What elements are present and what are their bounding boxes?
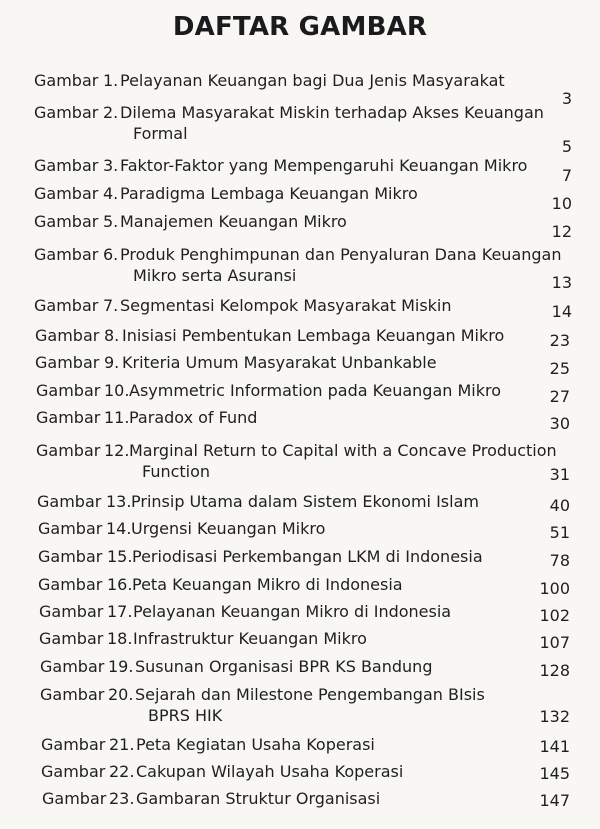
figure-title: Gambaran Struktur Organisasi: [136, 789, 381, 808]
figure-label: Gambar: [36, 441, 101, 460]
page-number: 7: [561, 166, 572, 185]
list-item: [0, 211, 600, 241]
figure-label: Gambar: [39, 629, 104, 648]
page-number: 102: [539, 606, 570, 625]
page-number: 145: [539, 764, 570, 783]
figure-label: Gambar: [35, 326, 100, 345]
page-number: 107: [539, 633, 570, 652]
figure-number: 1.: [103, 71, 119, 90]
figure-title: Paradox of Fund: [129, 408, 258, 427]
list-item: [0, 325, 600, 350]
figure-label: Gambar: [34, 296, 99, 315]
page-number: 141: [539, 737, 570, 756]
page-number: 51: [549, 523, 570, 542]
list-item: [0, 601, 600, 625]
figure-number: 9.: [104, 353, 120, 372]
page-number: 132: [539, 707, 570, 726]
figure-title: Marginal Return to Capital with a Concave Production: [129, 441, 557, 460]
figure-title: Sejarah dan Milestone Pengembangan BIsis: [135, 685, 485, 704]
figure-title: Prinsip Utama dalam Sistem Ekonomi Islam: [131, 492, 479, 511]
figure-label: Gambar: [36, 408, 101, 427]
page-number: 30: [549, 414, 570, 433]
figure-number: 14.: [106, 519, 132, 538]
page-number: 40: [549, 496, 570, 515]
figure-label: Gambar: [41, 762, 106, 781]
figure-title: Susunan Organisasi BPR KS Bandung: [135, 657, 433, 676]
figure-title-continued: Function: [142, 462, 211, 481]
figure-number: 20.: [108, 685, 134, 704]
list-item: [0, 440, 600, 482]
figure-label: Gambar: [42, 789, 107, 808]
figure-label: Gambar: [34, 71, 99, 90]
page-number: 12: [551, 222, 572, 241]
list-item: [0, 155, 600, 185]
figure-label: Gambar: [35, 353, 100, 372]
figure-number: 21.: [109, 735, 135, 754]
figure-title-continued: BPRS HIK: [148, 706, 223, 725]
list-item: [0, 656, 600, 680]
figure-number: 18.: [107, 629, 133, 648]
page-number: 78: [549, 551, 570, 570]
figure-title-continued: Formal: [133, 124, 188, 143]
figure-number: 16.: [107, 575, 133, 594]
figure-title: Inisiasi Pembentukan Lembaga Keuangan Mikro: [122, 326, 505, 345]
figure-label: Gambar: [40, 685, 105, 704]
page-number: 27: [549, 387, 570, 406]
figure-title: Manajemen Keuangan Mikro: [120, 212, 347, 231]
list-item: [0, 244, 600, 292]
figure-title: Pelayanan Keuangan Mikro di Indonesia: [133, 602, 452, 621]
figure-title: Paradigma Lembaga Keuangan Mikro: [120, 184, 418, 203]
figure-number: 8.: [104, 326, 120, 345]
list-item: [0, 70, 600, 108]
figure-title: Urgensi Keuangan Mikro: [131, 519, 326, 538]
list-item: [0, 734, 600, 755]
figure-number: 3.: [103, 156, 119, 175]
figure-number: 23.: [109, 789, 135, 808]
figure-label: Gambar: [37, 492, 102, 511]
figure-label: Gambar: [34, 245, 99, 264]
figure-number: 12.: [104, 441, 130, 460]
list-item: [0, 518, 600, 542]
figure-title-continued: Mikro serta Asuransi: [133, 266, 297, 285]
figure-label: Gambar: [41, 735, 106, 754]
page-number: 100: [539, 579, 570, 598]
page-number: 31: [549, 465, 570, 484]
figure-number: 6.: [103, 245, 119, 264]
list-item: [0, 491, 600, 515]
figure-number: 2.: [103, 103, 119, 122]
page-number: 10: [551, 194, 572, 213]
figure-title: Dilema Masyarakat Miskin terhadap Akses Keuangan: [120, 103, 544, 122]
page-number: 25: [549, 359, 570, 378]
figure-number: 17.: [107, 602, 133, 621]
figure-title: Infrastruktur Keuangan Mikro: [133, 629, 367, 648]
list-item: [0, 295, 600, 321]
list-item: [0, 102, 600, 156]
figure-title: Peta Kegiatan Usaha Koperasi: [136, 735, 375, 754]
figure-number: 7.: [103, 296, 119, 315]
figure-label: Gambar: [34, 212, 99, 231]
list-item: [0, 183, 600, 213]
figure-title: Pelayanan Keuangan bagi Dua Jenis Masyarakat: [120, 71, 505, 90]
figure-title: Periodisasi Perkembangan LKM di Indonesia: [132, 547, 483, 566]
figure-title: Produk Penghimpunan dan Penyaluran Dana Keuangan: [120, 245, 562, 264]
list-item: [0, 788, 600, 809]
figure-label: Gambar: [34, 103, 99, 122]
figure-label: Gambar: [34, 184, 99, 203]
figure-number: 22.: [109, 762, 135, 781]
figure-label: Gambar: [40, 657, 105, 676]
figure-number: 11.: [104, 408, 130, 427]
figure-title: Peta Keuangan Mikro di Indonesia: [132, 575, 403, 594]
page-title: DAFTAR GAMBAR: [172, 12, 428, 42]
page-number: 23: [549, 331, 570, 350]
figure-number: 15.: [107, 547, 133, 566]
list-item: [0, 684, 600, 726]
list-item: [0, 574, 600, 598]
page-number: 13: [551, 273, 572, 292]
figure-label: Gambar: [38, 519, 103, 538]
figure-label: Gambar: [38, 575, 103, 594]
figure-title: Kriteria Umum Masyarakat Unbankable: [122, 353, 437, 372]
figure-label: Gambar: [39, 602, 104, 621]
figure-number: 5.: [103, 212, 119, 231]
figure-title: Segmentasi Kelompok Masyarakat Miskin: [120, 296, 452, 315]
page-number: 128: [539, 661, 570, 680]
list-item: [0, 628, 600, 652]
figure-number: 19.: [108, 657, 134, 676]
figure-label: Gambar: [38, 547, 103, 566]
figure-title: Faktor-Faktor yang Mempengaruhi Keuangan Mikro: [120, 156, 528, 175]
list-item: [0, 407, 600, 433]
figure-number: 13.: [106, 492, 132, 511]
page-number: 14: [551, 302, 572, 321]
page-number: 3: [561, 89, 572, 108]
figure-number: 4.: [103, 184, 119, 203]
list-item: [0, 761, 600, 782]
figure-label: Gambar: [34, 156, 99, 175]
list-item: [0, 352, 600, 378]
figure-title: Cakupan Wilayah Usaha Koperasi: [136, 762, 404, 781]
figure-title: Asymmetric Information pada Keuangan Mikro: [129, 381, 501, 400]
list-item: [0, 546, 600, 570]
page-number: 5: [561, 137, 572, 156]
page-number: 147: [539, 791, 570, 810]
figure-number: 10.: [104, 381, 130, 400]
figure-label: Gambar: [36, 381, 101, 400]
list-item: [0, 380, 600, 406]
